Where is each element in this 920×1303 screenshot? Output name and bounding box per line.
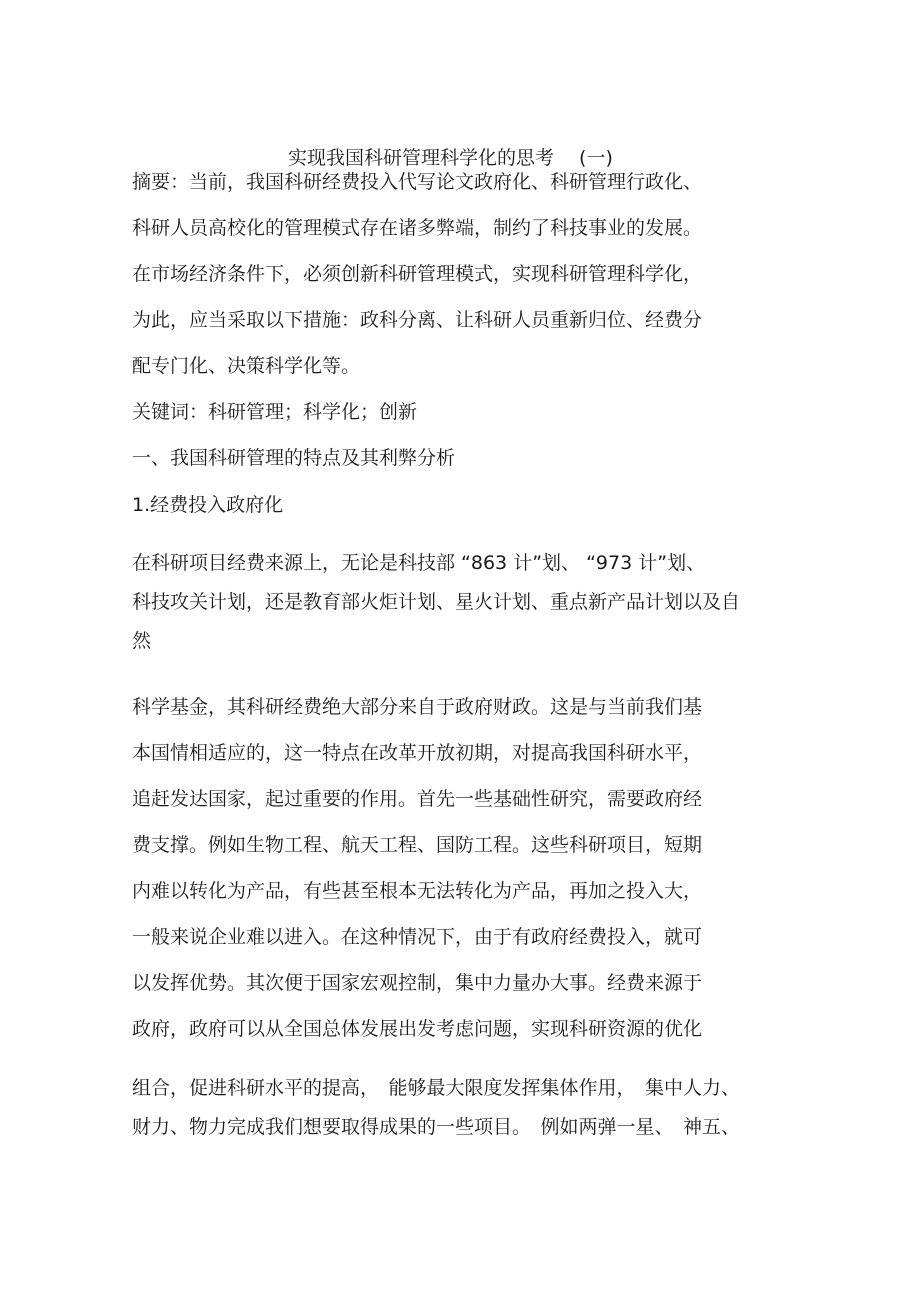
paragraph-line: 然 [132, 630, 152, 652]
paragraph-line: 在市场经济条件下，必须创新科研管理模式，实现科研管理科学化， [132, 263, 703, 285]
paragraph-line: 科研人员高校化的管理模式存在诸多弊端，制约了科技事业的发展。 [132, 217, 703, 239]
paragraph-line: 一般来说企业难以进入。在这种情况下，由于有政府经费投入，就可 [132, 926, 703, 948]
paragraph-line: 摘要：当前，我国科研经费投入代写论文政府化、科研管理行政化、 [132, 171, 703, 193]
document-title: 实现我国科研管理科学化的思考 (一) [288, 147, 613, 169]
paragraph-line: 在科研项目经费来源上，无论是科技部 “863 计”划、 “973 计”划、 [132, 552, 706, 574]
paragraph-line: 科技攻关计划，还是教育部火炬计划、星火计划、重点新产品计划以及自 [132, 591, 741, 613]
paragraph-line: 费支撑。例如生物工程、航天工程、国防工程。这些科研项目，短期 [132, 834, 703, 856]
paragraph-line: 追赶发达国家，起过重要的作用。首先一些基础性研究，需要政府经 [132, 788, 703, 810]
paragraph-line: 本国情相适应的，这一特点在改革开放初期，对提高我国科研水平， [132, 742, 703, 764]
paragraph-line: 一、我国科研管理的特点及其利弊分析 [132, 447, 456, 469]
paragraph-line: 配专门化、决策科学化等。 [132, 355, 361, 377]
paragraph-line: 内难以转化为产品，有些甚至根本无法转化为产品，再加之投入大， [132, 880, 703, 902]
paragraph-line: 以发挥优势。其次便于国家宏观控制，集中力量办大事。经费来源于 [132, 972, 703, 994]
paragraph-line: 组合，促进科研水平的提高， 能够最大限度发挥集体作用， 集中人力、 [132, 1077, 741, 1099]
paragraph-line: 关键词：科研管理；科学化；创新 [132, 401, 418, 423]
paragraph-line: 财力、物力完成我们想要取得成果的一些项目。 例如两弹一星、 神五、 [132, 1116, 741, 1138]
paragraph-line: 科学基金，其科研经费绝大部分来自于政府财政。这是与当前我们基 [132, 696, 703, 718]
paragraph-line: 为此，应当采取以下措施：政科分离、让科研人员重新归位、经费分 [132, 309, 703, 331]
paragraph-line: 政府，政府可以从全国总体发展出发考虑问题，实现科研资源的优化 [132, 1018, 703, 1040]
paragraph-line: 1.经费投入政府化 [132, 494, 284, 516]
